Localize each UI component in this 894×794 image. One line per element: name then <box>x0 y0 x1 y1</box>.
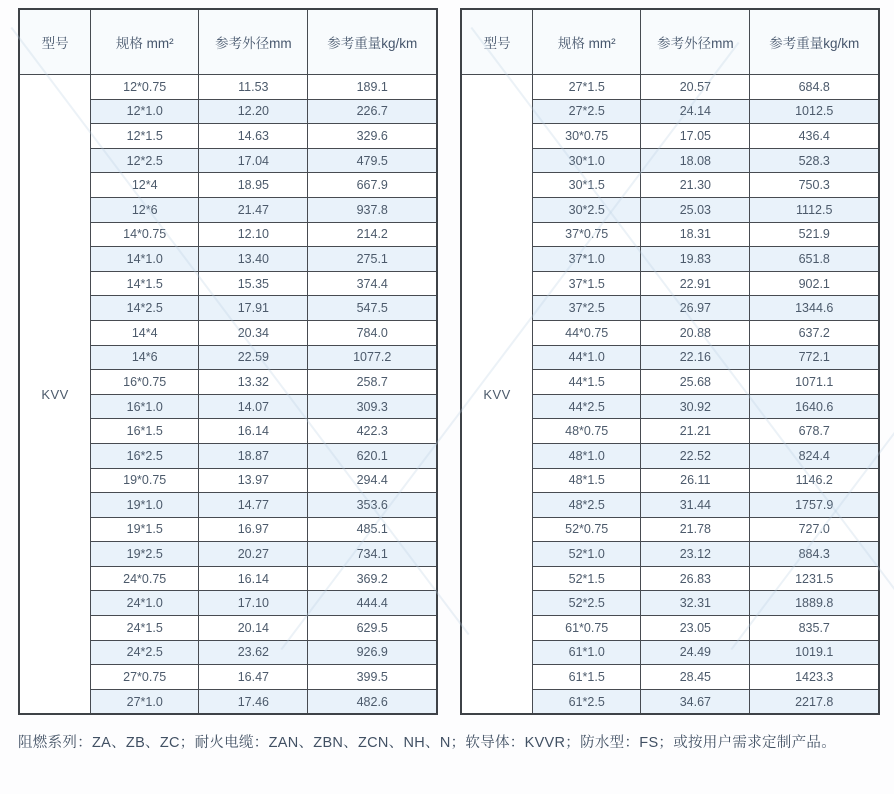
weight-cell: 620.1 <box>308 443 437 468</box>
weight-cell: 684.8 <box>750 75 879 100</box>
spec-cell: 48*1.5 <box>533 468 641 493</box>
outer-diameter-cell: 28.45 <box>641 665 750 690</box>
outer-diameter-cell: 18.08 <box>641 148 750 173</box>
model-cell: KVV <box>461 75 533 715</box>
spec-table-right <box>460 8 880 715</box>
weight-cell: 727.0 <box>750 517 879 542</box>
outer-diameter-cell: 23.05 <box>641 616 750 641</box>
column-header: 参考外径mm <box>199 9 308 75</box>
weight-cell: 214.2 <box>308 222 437 247</box>
weight-cell: 637.2 <box>750 320 879 345</box>
weight-cell: 1019.1 <box>750 640 879 665</box>
spec-cell: 48*2.5 <box>533 493 641 518</box>
spec-cell: 44*2.5 <box>533 394 641 419</box>
spec-cell: 16*0.75 <box>91 370 199 395</box>
weight-cell: 521.9 <box>750 222 879 247</box>
spec-cell: 27*2.5 <box>533 99 641 124</box>
spec-cell: 37*1.5 <box>533 271 641 296</box>
spec-cell: 48*1.0 <box>533 443 641 468</box>
weight-cell: 667.9 <box>308 173 437 198</box>
spec-cell: 19*1.0 <box>91 493 199 518</box>
footer-note: 阻燃系列：ZA、ZB、ZC；耐火电缆：ZAN、ZBN、ZCN、NH、N；软导体：KVVR；防水型：FS；或按用户需求定制产品。 <box>18 735 837 752</box>
outer-diameter-cell: 22.91 <box>641 271 750 296</box>
table-row <box>461 75 879 100</box>
spec-cell: 14*0.75 <box>91 222 199 247</box>
weight-cell: 784.0 <box>308 320 437 345</box>
spec-cell: 16*1.5 <box>91 419 199 444</box>
outer-diameter-cell: 21.78 <box>641 517 750 542</box>
spec-cell: 37*0.75 <box>533 222 641 247</box>
spec-cell: 44*1.5 <box>533 370 641 395</box>
weight-cell: 1012.5 <box>750 99 879 124</box>
weight-cell: 294.4 <box>308 468 437 493</box>
weight-cell: 902.1 <box>750 271 879 296</box>
outer-diameter-cell: 24.49 <box>641 640 750 665</box>
weight-cell: 835.7 <box>750 616 879 641</box>
outer-diameter-cell: 20.27 <box>199 542 308 567</box>
weight-cell: 353.6 <box>308 493 437 518</box>
weight-cell: 1757.9 <box>750 493 879 518</box>
outer-diameter-cell: 22.16 <box>641 345 750 370</box>
spec-cell: 30*0.75 <box>533 124 641 149</box>
spec-cell: 27*1.5 <box>533 75 641 100</box>
weight-cell: 258.7 <box>308 370 437 395</box>
weight-cell: 1112.5 <box>750 197 879 222</box>
spec-cell: 14*1.0 <box>91 247 199 272</box>
weight-cell: 374.4 <box>308 271 437 296</box>
spec-cell: 27*0.75 <box>91 665 199 690</box>
weight-cell: 226.7 <box>308 99 437 124</box>
weight-cell: 309.3 <box>308 394 437 419</box>
outer-diameter-cell: 16.14 <box>199 566 308 591</box>
weight-cell: 1889.8 <box>750 591 879 616</box>
outer-diameter-cell: 20.34 <box>199 320 308 345</box>
outer-diameter-cell: 16.47 <box>199 665 308 690</box>
weight-cell: 772.1 <box>750 345 879 370</box>
spec-cell: 30*1.5 <box>533 173 641 198</box>
outer-diameter-cell: 14.07 <box>199 394 308 419</box>
column-header: 参考重量kg/km <box>308 9 437 75</box>
outer-diameter-cell: 34.67 <box>641 689 750 714</box>
outer-diameter-cell: 24.14 <box>641 99 750 124</box>
weight-cell: 479.5 <box>308 148 437 173</box>
outer-diameter-cell: 20.14 <box>199 616 308 641</box>
weight-cell: 329.6 <box>308 124 437 149</box>
weight-cell: 750.3 <box>750 173 879 198</box>
spec-cell: 19*0.75 <box>91 468 199 493</box>
spec-cell: 14*6 <box>91 345 199 370</box>
outer-diameter-cell: 22.52 <box>641 443 750 468</box>
weight-cell: 884.3 <box>750 542 879 567</box>
outer-diameter-cell: 12.10 <box>199 222 308 247</box>
weight-cell: 678.7 <box>750 419 879 444</box>
spec-cell: 14*1.5 <box>91 271 199 296</box>
spec-cell: 52*2.5 <box>533 591 641 616</box>
spec-cell: 37*1.0 <box>533 247 641 272</box>
outer-diameter-cell: 20.57 <box>641 75 750 100</box>
spec-cell: 12*1.5 <box>91 124 199 149</box>
spec-cell: 24*1.5 <box>91 616 199 641</box>
spec-table-left <box>18 8 438 715</box>
weight-cell: 436.4 <box>750 124 879 149</box>
weight-cell: 926.9 <box>308 640 437 665</box>
outer-diameter-cell: 21.47 <box>199 197 308 222</box>
spec-cell: 61*1.5 <box>533 665 641 690</box>
weight-cell: 485.1 <box>308 517 437 542</box>
outer-diameter-cell: 18.31 <box>641 222 750 247</box>
outer-diameter-cell: 25.68 <box>641 370 750 395</box>
spec-cell: 12*1.0 <box>91 99 199 124</box>
spec-cell: 37*2.5 <box>533 296 641 321</box>
weight-cell: 651.8 <box>750 247 879 272</box>
spec-cell: 44*0.75 <box>533 320 641 345</box>
spec-cell: 52*1.0 <box>533 542 641 567</box>
spec-cell: 27*1.0 <box>91 689 199 714</box>
weight-cell: 1071.1 <box>750 370 879 395</box>
outer-diameter-cell: 14.77 <box>199 493 308 518</box>
spec-cell: 14*2.5 <box>91 296 199 321</box>
column-header: 规格 mm² <box>91 9 199 75</box>
column-header: 型号 <box>461 9 533 75</box>
column-header: 参考外径mm <box>641 9 750 75</box>
weight-cell: 1423.3 <box>750 665 879 690</box>
outer-diameter-cell: 12.20 <box>199 99 308 124</box>
spec-cell: 12*0.75 <box>91 75 199 100</box>
spec-cell: 19*2.5 <box>91 542 199 567</box>
weight-cell: 189.1 <box>308 75 437 100</box>
outer-diameter-cell: 17.10 <box>199 591 308 616</box>
weight-cell: 1077.2 <box>308 345 437 370</box>
weight-cell: 2217.8 <box>750 689 879 714</box>
spec-cell: 16*1.0 <box>91 394 199 419</box>
column-header: 规格 mm² <box>533 9 641 75</box>
column-header: 参考重量kg/km <box>750 9 879 75</box>
outer-diameter-cell: 17.91 <box>199 296 308 321</box>
weight-cell: 399.5 <box>308 665 437 690</box>
outer-diameter-cell: 21.30 <box>641 173 750 198</box>
spec-cell: 16*2.5 <box>91 443 199 468</box>
weight-cell: 824.4 <box>750 443 879 468</box>
outer-diameter-cell: 17.04 <box>199 148 308 173</box>
spec-cell: 61*0.75 <box>533 616 641 641</box>
outer-diameter-cell: 13.40 <box>199 247 308 272</box>
outer-diameter-cell: 19.83 <box>641 247 750 272</box>
outer-diameter-cell: 26.97 <box>641 296 750 321</box>
header-row <box>461 9 879 75</box>
spec-cell: 24*1.0 <box>91 591 199 616</box>
header-row <box>19 9 437 75</box>
outer-diameter-cell: 16.14 <box>199 419 308 444</box>
outer-diameter-cell: 26.83 <box>641 566 750 591</box>
outer-diameter-cell: 17.05 <box>641 124 750 149</box>
spec-cell: 24*0.75 <box>91 566 199 591</box>
weight-cell: 1344.6 <box>750 296 879 321</box>
spec-cell: 52*0.75 <box>533 517 641 542</box>
outer-diameter-cell: 22.59 <box>199 345 308 370</box>
spec-cell: 19*1.5 <box>91 517 199 542</box>
weight-cell: 275.1 <box>308 247 437 272</box>
spec-cell: 12*4 <box>91 173 199 198</box>
table-row <box>19 75 437 100</box>
weight-cell: 734.1 <box>308 542 437 567</box>
spec-cell: 30*1.0 <box>533 148 641 173</box>
outer-diameter-cell: 13.32 <box>199 370 308 395</box>
weight-cell: 547.5 <box>308 296 437 321</box>
outer-diameter-cell: 31.44 <box>641 493 750 518</box>
outer-diameter-cell: 17.46 <box>199 689 308 714</box>
spec-cell: 61*1.0 <box>533 640 641 665</box>
outer-diameter-cell: 18.87 <box>199 443 308 468</box>
column-header: 型号 <box>19 9 91 75</box>
outer-diameter-cell: 14.63 <box>199 124 308 149</box>
spec-cell: 12*6 <box>91 197 199 222</box>
spec-cell: 52*1.5 <box>533 566 641 591</box>
spec-cell: 48*0.75 <box>533 419 641 444</box>
outer-diameter-cell: 32.31 <box>641 591 750 616</box>
weight-cell: 482.6 <box>308 689 437 714</box>
weight-cell: 1640.6 <box>750 394 879 419</box>
weight-cell: 444.4 <box>308 591 437 616</box>
spec-cell: 61*2.5 <box>533 689 641 714</box>
outer-diameter-cell: 20.88 <box>641 320 750 345</box>
outer-diameter-cell: 30.92 <box>641 394 750 419</box>
spec-cell: 12*2.5 <box>91 148 199 173</box>
outer-diameter-cell: 23.12 <box>641 542 750 567</box>
spec-cell: 44*1.0 <box>533 345 641 370</box>
spec-cell: 14*4 <box>91 320 199 345</box>
weight-cell: 937.8 <box>308 197 437 222</box>
weight-cell: 1231.5 <box>750 566 879 591</box>
outer-diameter-cell: 25.03 <box>641 197 750 222</box>
outer-diameter-cell: 11.53 <box>199 75 308 100</box>
outer-diameter-cell: 23.62 <box>199 640 308 665</box>
outer-diameter-cell: 15.35 <box>199 271 308 296</box>
outer-diameter-cell: 21.21 <box>641 419 750 444</box>
model-cell: KVV <box>19 75 91 715</box>
outer-diameter-cell: 26.11 <box>641 468 750 493</box>
spec-cell: 24*2.5 <box>91 640 199 665</box>
weight-cell: 1146.2 <box>750 468 879 493</box>
outer-diameter-cell: 13.97 <box>199 468 308 493</box>
weight-cell: 422.3 <box>308 419 437 444</box>
weight-cell: 629.5 <box>308 616 437 641</box>
outer-diameter-cell: 18.95 <box>199 173 308 198</box>
spec-cell: 30*2.5 <box>533 197 641 222</box>
weight-cell: 369.2 <box>308 566 437 591</box>
weight-cell: 528.3 <box>750 148 879 173</box>
outer-diameter-cell: 16.97 <box>199 517 308 542</box>
